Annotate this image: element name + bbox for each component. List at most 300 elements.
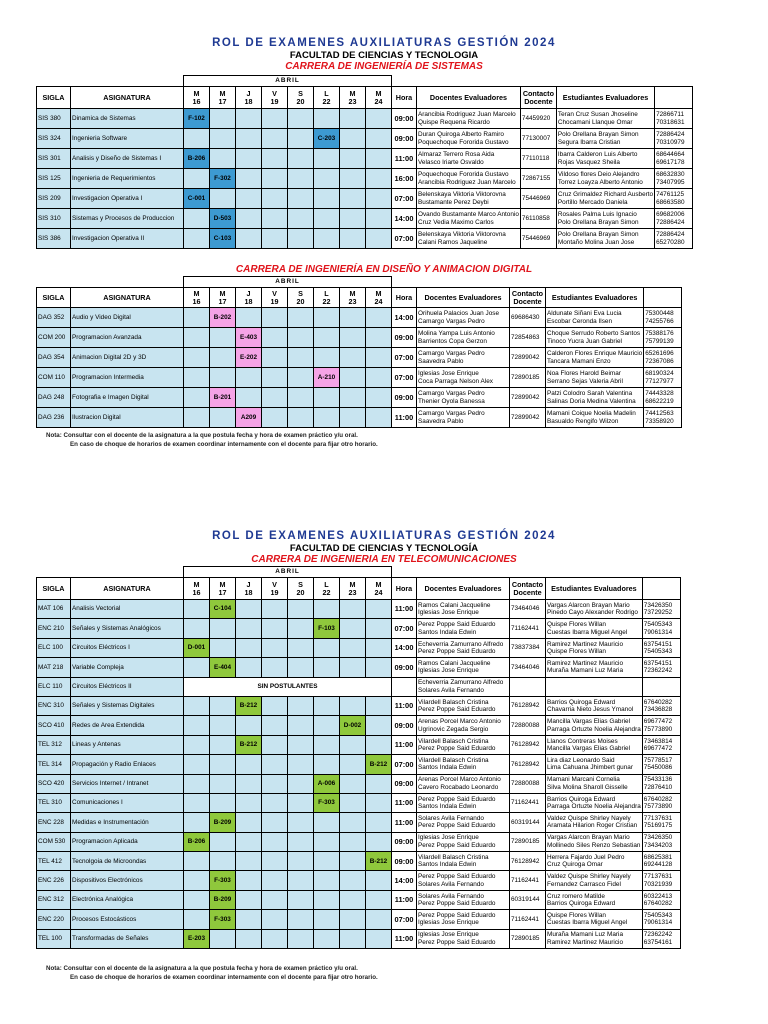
telefono: 69244128 bbox=[643, 861, 673, 869]
sigla-cell: SIS 324 bbox=[37, 129, 71, 149]
day-cell bbox=[366, 813, 392, 832]
day-cell bbox=[184, 658, 210, 677]
day-cell bbox=[314, 408, 340, 428]
day-cell bbox=[262, 929, 288, 948]
day-cell bbox=[366, 600, 392, 619]
docentes-cell bbox=[417, 348, 510, 368]
docente: Bustamante Perez Deybi bbox=[418, 198, 489, 206]
docentes-cell bbox=[417, 619, 510, 638]
telefono: 74443328 bbox=[645, 390, 674, 398]
contacto-cell: 72890185 bbox=[510, 929, 546, 948]
estudiantes-cell bbox=[546, 328, 644, 348]
col-day bbox=[210, 288, 236, 308]
telefono: 68644664 bbox=[656, 151, 685, 159]
hora-cell: 11:00 bbox=[392, 408, 417, 428]
day-cell bbox=[262, 832, 288, 851]
exam-room: B-212 bbox=[236, 735, 262, 754]
day-cell bbox=[340, 129, 366, 149]
estudiante: Cuestas Ibarra Miguel Angel bbox=[547, 628, 628, 636]
day-cell bbox=[184, 368, 210, 388]
day-cell bbox=[210, 348, 236, 368]
sigla-cell: ELC 110 bbox=[37, 677, 71, 696]
day-cell bbox=[262, 169, 288, 189]
day-cell bbox=[314, 169, 340, 189]
hora-cell: 09:00 bbox=[392, 658, 417, 677]
header-diseno bbox=[0, 264, 768, 276]
telefono-cell bbox=[655, 189, 693, 209]
day-cell bbox=[288, 658, 314, 677]
estudiante: Cuestas Ibarra Miguel Angel bbox=[547, 919, 628, 927]
day-cell bbox=[314, 348, 340, 368]
telefono: 74412563 bbox=[645, 410, 674, 418]
day-number: 17 bbox=[218, 296, 227, 306]
telefono: 75300448 bbox=[645, 310, 674, 318]
day-cell bbox=[262, 910, 288, 929]
estudiante: Valdez Quispe Shirley Nayely bbox=[547, 815, 631, 823]
docente: Vilardell Balasch Cristina bbox=[418, 853, 489, 861]
day-letter: S bbox=[298, 89, 303, 99]
day-letter: M bbox=[193, 580, 200, 590]
day-cell bbox=[262, 735, 288, 754]
day-cell bbox=[288, 109, 314, 129]
day-cell bbox=[210, 716, 236, 735]
day-cell bbox=[210, 755, 236, 774]
sigla-cell: DAG 352 bbox=[37, 308, 71, 328]
day-cell bbox=[314, 189, 340, 209]
docentes-cell bbox=[417, 929, 510, 948]
estudiante: Teran Cruz Susan Jhoseline bbox=[557, 111, 638, 119]
docente: Ramos Calani Jacqueline bbox=[418, 601, 491, 609]
docentes-cell bbox=[417, 716, 510, 735]
docentes-cell bbox=[417, 793, 510, 812]
docente: Perez Poppe Said Eduardo bbox=[418, 706, 496, 714]
day-cell bbox=[236, 813, 262, 832]
day-cell bbox=[288, 813, 314, 832]
day-cell bbox=[288, 229, 314, 249]
day-cell bbox=[210, 408, 236, 428]
telefono-cell bbox=[644, 308, 682, 328]
hora-cell: 07:00 bbox=[392, 368, 417, 388]
estudiantes-cell bbox=[546, 871, 643, 890]
estudiantes-cell bbox=[556, 169, 654, 189]
estudiantes-cell bbox=[546, 890, 643, 909]
day-cell bbox=[340, 658, 366, 677]
docentes-cell bbox=[417, 209, 521, 229]
day-cell bbox=[366, 638, 392, 657]
exam-room: F-303 bbox=[314, 793, 340, 812]
estudiante: Tancara Mamani Enzo bbox=[547, 357, 611, 365]
day-cell bbox=[184, 696, 210, 715]
day-cell bbox=[236, 716, 262, 735]
sigla-cell: ENC 312 bbox=[37, 890, 71, 909]
estudiantes-cell bbox=[546, 677, 643, 696]
docente: Camargo Vargas Pedro bbox=[418, 350, 485, 358]
docente: Poquechoque Fororida Gustavo bbox=[418, 138, 509, 146]
estudiantes-cell bbox=[546, 619, 643, 638]
docentes-cell bbox=[417, 658, 510, 677]
day-cell bbox=[184, 408, 210, 428]
day-cell bbox=[288, 735, 314, 754]
col-day bbox=[262, 87, 288, 109]
hora-cell: 09:00 bbox=[392, 774, 417, 793]
estudiante: Parraga Ortuzte Noelia Alejandra bbox=[547, 725, 641, 733]
day-cell bbox=[210, 774, 236, 793]
telefono: 73426350 bbox=[643, 834, 673, 842]
docentes-cell bbox=[417, 229, 521, 249]
estudiante: Vildoso flores Deio Alejandro bbox=[557, 171, 640, 179]
day-cell bbox=[288, 308, 314, 328]
contacto-cell: 72854863 bbox=[510, 328, 546, 348]
day-cell bbox=[262, 852, 288, 871]
estudiante: Silva Molina Sharoll Gisselle bbox=[547, 783, 628, 791]
telefono: 69677472 bbox=[643, 718, 673, 726]
exam-room: E-203 bbox=[184, 929, 210, 948]
estudiante: Pinedo Cayo Alexander Rodrigo bbox=[547, 609, 638, 617]
docentes-cell bbox=[417, 774, 510, 793]
day-cell bbox=[210, 368, 236, 388]
day-cell bbox=[314, 638, 340, 657]
day-letter: L bbox=[324, 89, 329, 99]
estudiante: Cruz Grimaldez Richard Ausberto bbox=[557, 191, 654, 199]
estudiante: Mamani Coique Noelia Madelin bbox=[547, 410, 636, 418]
col-asignatura: ASIGNATURA bbox=[71, 578, 184, 600]
day-cell bbox=[184, 328, 210, 348]
estudiante: Barrios Quiroga Edward bbox=[547, 900, 616, 908]
estudiantes-cell bbox=[546, 852, 643, 871]
table-row bbox=[37, 929, 681, 948]
telefono: 73463814 bbox=[643, 737, 673, 745]
estudiantes-cell bbox=[556, 109, 654, 129]
docentes-cell bbox=[417, 129, 521, 149]
docente: Arancibia Rodriguez Juan Marcelo bbox=[418, 111, 516, 119]
day-letter: L bbox=[324, 289, 329, 299]
table-row bbox=[37, 229, 693, 249]
sigla-cell: ENC 310 bbox=[37, 696, 71, 715]
col-day bbox=[210, 87, 236, 109]
exam-room: F-303 bbox=[210, 871, 236, 890]
day-number: 20 bbox=[296, 96, 305, 106]
day-cell bbox=[184, 735, 210, 754]
asignatura-cell: Ilustracion Digital bbox=[71, 408, 184, 428]
contacto-cell: 71162441 bbox=[510, 910, 546, 929]
estudiante: Patzi Colodro Sarah Valentina bbox=[547, 390, 633, 398]
day-cell bbox=[210, 793, 236, 812]
schedule-table-diseno bbox=[36, 276, 682, 428]
day-cell bbox=[340, 735, 366, 754]
day-cell bbox=[184, 716, 210, 735]
day-cell bbox=[262, 619, 288, 638]
header-row bbox=[37, 288, 682, 308]
exam-room: E-202 bbox=[236, 348, 262, 368]
contacto-cell: 76110858 bbox=[520, 209, 556, 229]
hora-cell: 07:00 bbox=[392, 229, 417, 249]
telefono-cell bbox=[642, 813, 680, 832]
day-cell bbox=[340, 619, 366, 638]
day-cell bbox=[288, 774, 314, 793]
telefono: 68625381 bbox=[643, 853, 673, 861]
telefono-cell bbox=[642, 793, 680, 812]
col-estudiantes: Estudiantes Evaluadores bbox=[546, 288, 644, 308]
day-cell bbox=[210, 735, 236, 754]
telefono: 72886424 bbox=[656, 231, 685, 239]
hora-cell: 07:00 bbox=[392, 910, 417, 929]
estudiante: Barrios Quiroga Edward bbox=[547, 795, 616, 803]
contacto-cell: 69686430 bbox=[510, 308, 546, 328]
hora-cell: 11:00 bbox=[392, 600, 417, 619]
col-asignatura: ASIGNATURA bbox=[71, 87, 184, 109]
day-number: 22 bbox=[322, 587, 331, 597]
col-asignatura: ASIGNATURA bbox=[71, 288, 184, 308]
telefono: 67640282 bbox=[643, 698, 673, 706]
col-contacto bbox=[510, 288, 546, 308]
sigla-cell: SIS 310 bbox=[37, 209, 71, 229]
sigla-cell: SIS 209 bbox=[37, 189, 71, 209]
day-cell bbox=[366, 109, 392, 129]
docente: Cruz Vedia Maximo Carlos bbox=[418, 218, 494, 226]
day-cell bbox=[366, 774, 392, 793]
day-cell bbox=[288, 638, 314, 657]
col-day bbox=[288, 87, 314, 109]
day-cell bbox=[366, 890, 392, 909]
day-cell bbox=[314, 735, 340, 754]
exam-room: A-210 bbox=[314, 368, 340, 388]
col-day bbox=[340, 288, 366, 308]
table-row bbox=[37, 600, 681, 619]
day-number: 23 bbox=[348, 587, 357, 597]
estudiantes-cell bbox=[556, 149, 654, 169]
sigla-cell: SIS 380 bbox=[37, 109, 71, 129]
day-cell bbox=[236, 229, 262, 249]
telefono: 75450086 bbox=[643, 764, 673, 772]
docentes-cell bbox=[417, 328, 510, 348]
sigla-cell: DAG 354 bbox=[37, 348, 71, 368]
telefono: 75773890 bbox=[643, 803, 673, 811]
telefono-cell bbox=[642, 910, 680, 929]
day-cell bbox=[340, 755, 366, 774]
telefono: 69682006 bbox=[656, 211, 685, 219]
day-cell bbox=[184, 774, 210, 793]
day-number: 22 bbox=[322, 296, 331, 306]
day-letter: M bbox=[375, 580, 382, 590]
sigla-cell: SIS 125 bbox=[37, 169, 71, 189]
day-cell bbox=[366, 308, 392, 328]
estudiante: Segura Ibarra Cristian bbox=[557, 138, 621, 146]
day-cell bbox=[314, 658, 340, 677]
docentes-cell bbox=[417, 832, 510, 851]
telefono: 70321939 bbox=[643, 880, 673, 888]
col-hora: Hora bbox=[392, 87, 417, 109]
contacto-cell: 74459920 bbox=[520, 109, 556, 129]
col-day bbox=[236, 87, 262, 109]
docente: Iglesias Jose Enrique bbox=[418, 834, 479, 842]
telefono: 75405343 bbox=[643, 621, 673, 629]
day-cell bbox=[340, 696, 366, 715]
table-row bbox=[37, 388, 682, 408]
day-cell bbox=[314, 229, 340, 249]
day-letter: J bbox=[246, 89, 251, 99]
day-letter: M bbox=[193, 89, 200, 99]
docente: Perez Poppe Said Eduardo bbox=[418, 822, 496, 830]
table-row bbox=[37, 716, 681, 735]
hora-cell: 07:00 bbox=[392, 755, 417, 774]
day-cell bbox=[314, 755, 340, 774]
docente: Velasco Iriarte Osvaldo bbox=[418, 158, 484, 166]
telefono: 72886424 bbox=[656, 218, 685, 226]
estudiante: Mamani Marcani Cornelia bbox=[547, 776, 620, 784]
estudiante: Cruz romero Matilde bbox=[547, 892, 605, 900]
day-cell bbox=[340, 832, 366, 851]
hora-cell: 09:00 bbox=[392, 716, 417, 735]
day-cell bbox=[366, 189, 392, 209]
day-letter: M bbox=[219, 89, 226, 99]
estudiante: Polo Orellana Brayan Simon bbox=[557, 131, 639, 139]
estudiante: Rosales Palma Luis Ignacio bbox=[557, 211, 637, 219]
telefono-cell bbox=[642, 929, 680, 948]
asignatura-cell: Tecnolgoia de Microondas bbox=[71, 852, 184, 871]
docente: Perez Poppe Said Eduardo bbox=[418, 900, 496, 908]
day-letter: M bbox=[349, 89, 356, 99]
day-cell bbox=[262, 716, 288, 735]
day-cell bbox=[210, 149, 236, 169]
day-cell bbox=[340, 890, 366, 909]
day-cell bbox=[340, 793, 366, 812]
sigla-cell: SCO 420 bbox=[37, 774, 71, 793]
day-number: 16 bbox=[192, 587, 201, 597]
sigla-cell: DAG 236 bbox=[37, 408, 71, 428]
day-cell bbox=[184, 890, 210, 909]
day-cell bbox=[210, 929, 236, 948]
docente: Santos Indala Edwin bbox=[418, 861, 477, 869]
day-cell bbox=[184, 793, 210, 812]
sigla-cell: TEL 310 bbox=[37, 793, 71, 812]
col-sigla: SIGLA bbox=[37, 578, 71, 600]
day-cell bbox=[366, 209, 392, 229]
day-cell bbox=[210, 129, 236, 149]
day-cell bbox=[288, 619, 314, 638]
day-cell bbox=[184, 910, 210, 929]
exam-room: C-103 bbox=[210, 229, 236, 249]
exam-room: B-206 bbox=[184, 149, 210, 169]
hora-cell: 14:00 bbox=[392, 209, 417, 229]
contacto-cell: 71162441 bbox=[510, 793, 546, 812]
contacto-cell: 71162441 bbox=[510, 871, 546, 890]
docentes-cell bbox=[417, 910, 510, 929]
contacto-cell: 72899042 bbox=[510, 388, 546, 408]
day-cell bbox=[262, 755, 288, 774]
hora-cell: 11:00 bbox=[392, 696, 417, 715]
estudiantes-cell bbox=[546, 348, 644, 368]
telefono-cell bbox=[642, 774, 680, 793]
day-cell bbox=[236, 209, 262, 229]
exam-room: B-201 bbox=[210, 388, 236, 408]
table-row bbox=[37, 129, 693, 149]
col-day bbox=[236, 288, 262, 308]
carrera-title: CARRERA DE INGENIERIA EN TELECOMUNICACIONES bbox=[251, 554, 517, 565]
day-cell bbox=[340, 328, 366, 348]
day-cell bbox=[184, 308, 210, 328]
col-estudiantes: Estudiantes Evaluadores bbox=[556, 87, 654, 109]
day-number: 19 bbox=[270, 296, 279, 306]
day-letter: V bbox=[272, 89, 277, 99]
day-cell bbox=[288, 929, 314, 948]
day-cell bbox=[366, 328, 392, 348]
sigla-cell: COM 110 bbox=[37, 368, 71, 388]
exam-room: F-103 bbox=[314, 619, 340, 638]
day-letter: M bbox=[219, 580, 226, 590]
telefono-cell bbox=[655, 109, 693, 129]
estudiante: Llanos Contreras Moises bbox=[547, 737, 618, 745]
sin-postulantes: SIN POSTULANTES bbox=[184, 677, 392, 696]
day-cell bbox=[314, 388, 340, 408]
docente: Perez Poppe Said Eduardo bbox=[418, 744, 496, 752]
day-cell bbox=[262, 388, 288, 408]
col-docentes: Docentes Evaluadores bbox=[417, 288, 510, 308]
day-cell bbox=[340, 109, 366, 129]
day-number: 24 bbox=[374, 587, 383, 597]
estudiante: Ramirez Martinez Mauricio bbox=[547, 938, 623, 946]
contacto-label: Contacto Docente bbox=[511, 580, 544, 597]
day-cell bbox=[288, 832, 314, 851]
day-cell bbox=[210, 328, 236, 348]
day-cell bbox=[288, 328, 314, 348]
telefono: 68190324 bbox=[645, 370, 674, 378]
col-day bbox=[184, 578, 210, 600]
day-cell bbox=[236, 600, 262, 619]
day-cell bbox=[236, 871, 262, 890]
day-letter: M bbox=[193, 289, 200, 299]
exam-room: D-503 bbox=[210, 209, 236, 229]
estudiante: Aldunate Siñani Eva Lucia bbox=[547, 310, 622, 318]
day-cell bbox=[288, 852, 314, 871]
day-cell bbox=[340, 388, 366, 408]
table-row bbox=[37, 774, 681, 793]
contacto-cell: 77110118 bbox=[520, 149, 556, 169]
estudiante: Chocamani Llanque Omar bbox=[557, 118, 633, 126]
exam-room: B-212 bbox=[366, 755, 392, 774]
estudiante: Muraña Mamani Luz Maria bbox=[547, 667, 624, 675]
hora-cell: 11:00 bbox=[392, 793, 417, 812]
day-cell bbox=[262, 129, 288, 149]
table-row bbox=[37, 308, 682, 328]
col-docentes: Docentes Evaluadores bbox=[417, 578, 510, 600]
col-tel bbox=[642, 578, 680, 600]
day-cell bbox=[262, 109, 288, 129]
col-day bbox=[262, 578, 288, 600]
contacto-cell: 60319144 bbox=[510, 890, 546, 909]
asignatura-cell: Fotografia e Imagen Digital bbox=[71, 388, 184, 408]
docente: Echeverria Zamurrano Alfredo bbox=[418, 640, 504, 648]
docente: Almaraz Terrero Rosa Aida bbox=[418, 151, 495, 159]
day-cell bbox=[340, 229, 366, 249]
day-cell bbox=[340, 368, 366, 388]
docente: Iglesias Jose Enrique bbox=[418, 919, 479, 927]
sigla-cell: ELC 100 bbox=[37, 638, 71, 657]
estudiante: Chavarria Nieto Jesus Ymanol bbox=[547, 706, 634, 714]
docente: Ovando Bustamante Marco Antonio bbox=[418, 211, 519, 219]
estudiante: Parraga Ortuzte Noelia Alejandra bbox=[547, 803, 641, 811]
estudiante: Ramirez Martinez Mauricio bbox=[547, 640, 623, 648]
estudiante: Muraña Mamani Luz Maria bbox=[547, 931, 624, 939]
day-cell bbox=[262, 871, 288, 890]
telefono: 79061314 bbox=[643, 628, 673, 636]
docente: Perez Poppe Said Eduardo bbox=[418, 795, 496, 803]
docentes-cell bbox=[417, 388, 510, 408]
day-letter: V bbox=[272, 580, 277, 590]
docente: Duran Quiroga Alberto Ramiro bbox=[418, 131, 504, 139]
day-cell bbox=[314, 308, 340, 328]
exam-room: B-209 bbox=[210, 890, 236, 909]
contacto-cell: 73837384 bbox=[510, 638, 546, 657]
